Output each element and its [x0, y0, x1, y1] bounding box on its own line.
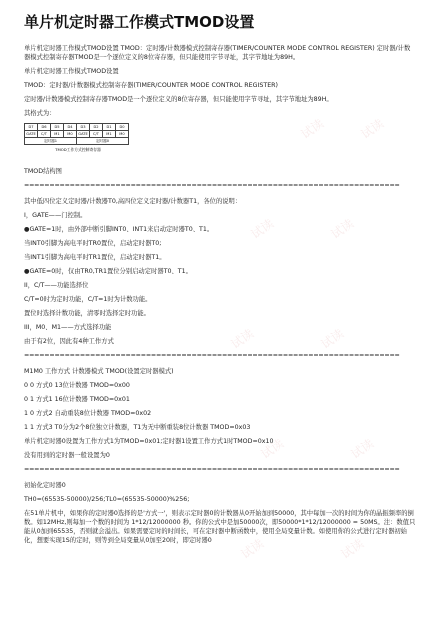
separator-line: ==========================================================================: [24, 182, 400, 189]
mode-heading: III，M0、M1——方式选择功能: [24, 324, 112, 331]
watermark: 试读: [228, 326, 257, 352]
bit-header: D0: [116, 124, 129, 131]
register-definition: TMOD：定时器/计数器模式控制寄存器(TIMER/COUNTER MODE CONTROL REGISTER): [24, 82, 279, 89]
mode-3-row: 1 1 方式3 T0分为2个8位独立计数器，T1为无中断重装8位计数器 TMOD=0x03: [24, 424, 251, 431]
bit-cell: M1: [103, 131, 116, 138]
unused-timer-note: 没有用到的定时器一般设置为0: [24, 452, 110, 459]
bit-header: D5: [51, 124, 64, 131]
mode-2-row: 1 0 方式2 自动重装8位计数器 TMOD=0x02: [24, 410, 152, 417]
bit-header: D6: [38, 124, 51, 131]
bit-header: D2: [90, 124, 103, 131]
watermark: 试读: [238, 536, 267, 562]
diagram-label: TMOD结构图: [24, 168, 62, 175]
bit-header: D3: [77, 124, 90, 131]
subheading: 单片机定时器工作模式TMOD设置: [24, 68, 119, 75]
ct-select-desc: 置位时选择计数功能，清零时选择定时功能。: [24, 310, 150, 317]
bit-header: D7: [25, 124, 38, 131]
watermark: 试读: [328, 216, 357, 242]
register-description: 定时器/计数器模式控制寄存器TMOD是一个逐位定义的8位寄存器，但只能使用字节寻址，其字节地址为89H。: [24, 96, 333, 103]
bits-intro: 其中低四位定义定时器/计数器T0,高四位定义定时器/计数器T1，各位的说明：: [24, 198, 242, 205]
watermark: 试读: [338, 536, 367, 562]
bit-cell: C/T: [90, 131, 103, 138]
separator-line: ==========================================================================: [24, 466, 400, 473]
gate-1-desc: ●GATE=1时，由外部中断引脚INT0、INT1来启动定时器T0、T1。: [24, 226, 214, 233]
separator-line: ==========================================================================: [24, 352, 400, 359]
mode-table-header: M1M0 工作方式 计数器模式 TMOD(设置定时器模式): [24, 368, 174, 375]
init-explanation: 在51单片机中，如果你的定时器0选择的是'方式一'，则表示定时器0的计数器从0开始加到50000，其中每加一次的时间为你的晶振频率的倒数。如12MHz,则每加一个数的时间为 1*12/12000000 秒。你的公式中是加50000次，即50000*1*12/12000000 = 50MS。注：数值只能从0加到65535，否则就会溢出。如果需要定时的时间长，可在定时器中断函数中，使用全局变量计数。如使用你的公式进行定时器初始化，想要实现1S的定时，则等到全局变量从0加至20时，即定时器0: [24, 510, 416, 544]
watermark: 试读: [358, 116, 387, 142]
document-page: [24, 12, 416, 550]
page-title: 单片机定时器工作模式TMOD设置: [24, 13, 255, 31]
intro-paragraph: 单片机定时器工作模式TMOD设置 TMOD：定时器/计数器模式控制寄存器(TIMER/COUNTER MODE CONTROL REGISTER) 定时器/计数器模式控制寄存器TMOD是一个逐位定义的8位寄存器，但只能使用字节寻址，其字节地址为89H。: [24, 45, 411, 61]
bit-cell: M0: [116, 131, 129, 138]
watermark: 试读: [348, 436, 377, 462]
bit-cell: M0: [64, 131, 77, 138]
bit-header: D4: [64, 124, 77, 131]
tmod-bit-table: [24, 123, 129, 145]
bit-cell: GATE: [26, 131, 36, 136]
gate-heading: I，GATE——门控制。: [24, 212, 87, 219]
bit-cell: C/T: [38, 131, 51, 138]
bit-cell: M1: [51, 131, 64, 138]
ct-desc: C/T=0时为定时功能，C/T=1时为计数功能。: [24, 296, 152, 303]
mode-count-desc: 由于有2位，因此有4种工作方式: [24, 338, 114, 345]
group-left-label: 定时器1: [25, 138, 77, 145]
tmod-structure-diagram: [24, 123, 132, 157]
group-right-label: 定时器0: [77, 138, 129, 145]
init-code: TH0=(65535-50000)/256;TL0=(65535-50000)%256;: [24, 496, 190, 503]
watermark: 试读: [298, 116, 327, 142]
watermark: 试读: [258, 436, 287, 462]
bit-header: D1: [103, 124, 116, 131]
bit-cell: GATE: [78, 131, 88, 136]
watermark: 试读: [318, 326, 347, 352]
mode-0-row: 0 0 方式0 13位计数器 TMOD=0x00: [24, 382, 130, 389]
mode-1-row: 0 1 方式1 16位计数器 TMOD=0x01: [24, 396, 130, 403]
gate-0-desc: ●GATE=0时，仅由TR0,TR1置位分别启动定时器T0、T1。: [24, 268, 192, 275]
init-heading: 初始化定时器0: [24, 482, 66, 489]
ct-heading: II，C/T——功能选择位: [24, 282, 89, 289]
watermark: 试读: [248, 216, 277, 242]
format-label: 其格式为：: [24, 110, 56, 117]
diagram-caption: TMOD工作方式控制寄存器: [55, 147, 101, 152]
int1-desc: 当INT1引脚为高电平时TR1置位，启动定时器T1。: [24, 254, 166, 261]
int0-desc: 当INT0引脚为高电平时TR0置位，启动定时器T0;: [24, 240, 162, 247]
tmod-example: 单片机定时器0设置为工作方式1为TMOD=0x01;定时器1设置工作方式1时TMOD=0x10: [24, 438, 274, 445]
